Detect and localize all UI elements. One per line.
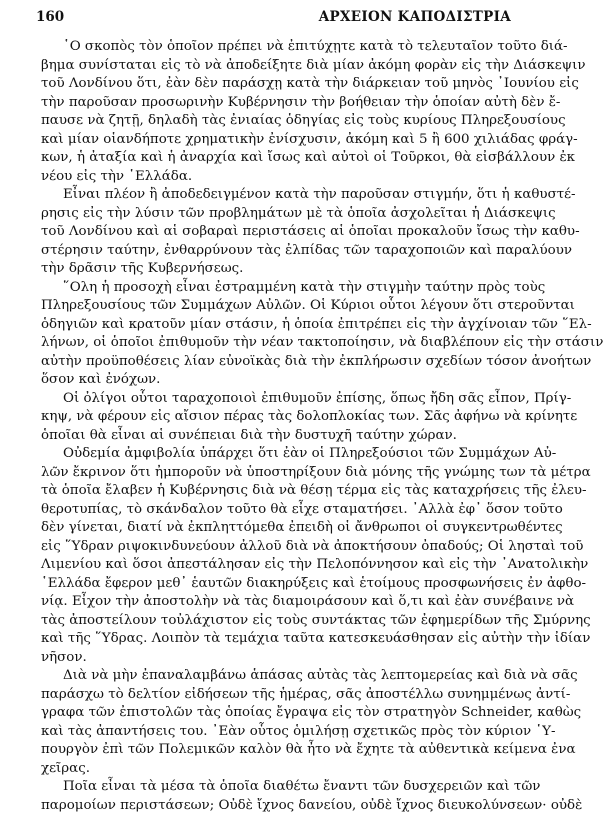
text-line: γραφα τῶν ἐπιστολῶν τὰς ὁποίας ἔγραψα εἰς τὸν στρατηγὸν Schneider, καθὼς <box>41 704 518 723</box>
text-line: Οἱ ὀλίγοι οὗτοι ταραχοποιοὶ ἐπιθυμοῦν ἐπίσης, ὅπως ἤδη σᾶς εἶπον, Πρίγ- <box>41 390 518 409</box>
text-line: τοῦ Λονδίνου καὶ αἱ σοβαραὶ περιστάσεις αἱ ὁποῖαι προκαλοῦν ἴσως τὴν καθυ- <box>41 223 518 242</box>
text-line: παυσε νὰ ζητῇ, δηλαδὴ τὰς ἐνιαίας ὁδηγίας εἰς τοὺς κυρίους Πληρεξουσίους <box>41 112 518 131</box>
text-line: παρομοίων περιστάσεων; Οὐδὲ ἴχνος δανείου, οὐδὲ ἴχνος διευκολύνσεων· οὐδὲ <box>41 797 518 815</box>
paragraph <box>41 390 518 446</box>
text-line: παράσχω τὸ δελτίον εἰδήσεων τῆς ἡμέρας, σᾶς ἀποστέλλω συνημμένως ἀντί- <box>41 686 518 705</box>
text-line: Ποῖα εἶναι τὰ μέσα τὰ ὁποῖα διαθέτω ἔναντι τῶν δυσχερειῶν καὶ τῶν <box>41 778 518 797</box>
text-line: Διὰ νὰ μὴν ἐπαναλαμβάνω ἁπάσας αὐτὰς τὰς λεπτομερείας καὶ διὰ νὰ σᾶς <box>41 667 518 686</box>
text-line: χεῖρας. <box>41 760 518 779</box>
text-line: καὶ τὰς ἀπαντήσεις του. ᾿Εὰν οὗτος ὁμιλήσῃ σχετικῶς πρὸς τὸν κύριον ῾Υ- <box>41 723 518 742</box>
text-line: Λιμενίου καὶ ὅσοι ἀπεστάλησαν εἰς τὴν Πελοπόννησον καὶ εἰς τὴν ᾿Ανατολικὴν <box>41 556 518 575</box>
text-line: λῶν ἔκρινον ὅτι ἠμποροῦν νὰ ὑποστηρίξουν διὰ μόνης τῆς γνώμης των τὰ μέτρα <box>41 464 518 483</box>
page-header <box>36 9 511 29</box>
text-line: τὰ ὁποῖα ἔλαβεν ἡ Κυβέρνησις διὰ νὰ θέσῃ τέρμα εἰς τὰς καταχρήσεις τῆς ἐλευ- <box>41 482 518 501</box>
text-line: θεροτυπίας, τὸ σκάνδαλον τοῦτο θὰ εἶχε σταματήσει. ᾿Αλλὰ ἐφ᾿ ὅσον τοῦτο <box>41 501 518 520</box>
text-line: ῾Ελλάδα ἔφερον μεθ᾿ ἑαυτῶν διακηρύξεις καὶ ἑτοίμους προσφωνήσεις ἐν ἀφθο- <box>41 575 518 594</box>
text-line: βημα συνίσταται εἰς τὸ νὰ ἀποδείξητε διὰ μίαν ἀκόμη φορὰν εἰς τὴν Διάσκεψιν <box>41 57 518 76</box>
paragraph <box>41 445 518 667</box>
paragraph <box>41 38 518 186</box>
text-line: ρησις εἰς τὴν λύσιν τῶν προβλημάτων μὲ τὰ ὁποῖα ἀσχολεῖται ἡ Διάσκεψις <box>41 205 518 224</box>
paragraph <box>41 667 518 778</box>
text-line: πουργὸν ἐπὶ τῶν Πολεμικῶν καλὸν θὰ ἦτο νὰ ἔχητε τὰ αὐθεντικὰ κείμενα ἐνα <box>41 741 518 760</box>
text-line: ὅσον καὶ ἐνόχων. <box>41 371 518 390</box>
text-line: αὐτὴν προϋποθέσεις λίαν εὐνοϊκὰς διὰ τὴν ἐκπλήρωσιν σχεδίων τόσον ἀνοήτων <box>41 353 518 372</box>
text-line: ῞Ολη ἡ προσοχὴ εἶναι ἐστραμμένη κατὰ τὴν στιγμὴν ταύτην πρὸς τοὺς <box>41 279 518 298</box>
text-line: νῆσον. <box>41 649 518 668</box>
text-line: καὶ τῆς ῞Υδρας. Λοιπὸν τὰ τεμάχια ταῦτα κατεσκευάσθησαν εἰς αὐτὴν τὴν ἰδίαν <box>41 630 518 649</box>
text-line: κηψ, νὰ φέρουν εἰς αἴσιον πέρας τὰς δολοπλοκίας των. Σᾶς ἀφήνω νὰ κρίνητε <box>41 408 518 427</box>
paragraph <box>41 279 518 390</box>
body-text <box>41 38 518 815</box>
text-line: Πληρεξουσίους τῶν Συμμάχων Αὐλῶν. Οἱ Κύριοι οὗτοι λέγουν ὅτι στεροῦνται <box>41 297 518 316</box>
running-title: ΑΡΧΕΙΟΝ ΚΑΠΟΔΙΣΤΡΙΑ <box>319 9 511 25</box>
text-line: στέρησιν ταύτην, ἐνθαρρύνουν τὰς ἐλπίδας τῶν ταραχοποιῶν καὶ παραλύουν <box>41 242 518 261</box>
text-line: λήνων, οἱ ὁποῖοι ἐπιθυμοῦν τὴν νέαν τακτοποίησιν, νὰ διαβλέπουν εἰς τὴν στάσιν <box>41 334 518 353</box>
text-line: ὁποῖαι θὰ εἶναι αἱ συνέπειαι διὰ τὴν δυστυχῆ ταύτην χώραν. <box>41 427 518 446</box>
paragraph <box>41 778 518 815</box>
text-line: εἰς ῞Υδραν ριψοκινδυνεύουν ἀλλοῦ διὰ νὰ ἀποκτήσουν ὀπαδούς; Οἱ λησταὶ τοῦ <box>41 538 518 557</box>
text-line: δὲν γίνεται, διατί νὰ ἐκπληττόμεθα ἐπειδὴ οἱ ἄνθρωποι οἱ συγκεντρωθέντες <box>41 519 518 538</box>
paragraph <box>41 186 518 279</box>
text-line: νίᾳ. Εἶχον τὴν ἀποστολὴν νὰ τὰς διαμοιράσουν καὶ ὅ,τι καὶ ἐὰν συνέβαινε νὰ <box>41 593 518 612</box>
text-line: ῾Ο σκοπὸς τὸν ὁποῖον πρέπει νὰ ἐπιτύχῃτε κατὰ τὸ τελευταῖον τοῦτο διά- <box>41 38 518 57</box>
text-line: Οὐδεμία ἀμφιβολία ὑπάρχει ὅτι ἐὰν οἱ Πληρεξούσιοι τῶν Συμμάχων Αὐ- <box>41 445 518 464</box>
text-line: τὰς ἀποστείλουν τοὐλάχιστον εἰς τοὺς συντάκτας τῶν ἐφημερίδων τῆς Σμύρνης <box>41 612 518 631</box>
text-line: καὶ μίαν οἱανδήποτε χρηματικὴν ἐνίσχυσιν, ἀκόμη καὶ 5 ἢ 600 χιλιάδας φράγ- <box>41 131 518 150</box>
text-line: τὴν δρᾶσιν τῆς Κυβερνήσεως. <box>41 260 518 279</box>
text-line: ὁδηγιῶν καὶ κρατοῦν μίαν στάσιν, ἡ ὁποία ἐπιτρέπει εἰς τὴν ἀγχίνοιαν τῶν ῞Ελ- <box>41 316 518 335</box>
text-line: νέου εἰς τὴν ῾Ελλάδα. <box>41 168 518 187</box>
text-line: Εἶναι πλέον ἢ ἀποδεδειγμένον κατὰ τὴν παροῦσαν στιγμήν, ὅτι ἡ καθυστέ- <box>41 186 518 205</box>
text-line: κων, ἡ ἀταξία καὶ ἡ ἀναρχία καὶ ἴσως καὶ αὐτοὶ οἱ Τοῦρκοι, θὰ εἰσβάλλουν ἐκ <box>41 149 518 168</box>
text-line: τοῦ Λονδίνου ὅτι, ἐὰν δὲν παράσχῃ κατὰ τὴν διάρκειαν τοῦ μηνὸς ᾿Ιουνίου εἰς <box>41 75 518 94</box>
page-number: 160 <box>36 9 64 25</box>
text-line: τὴν παροῦσαν προσωρινὴν Κυβέρνησιν τὴν βοήθειαν τὴν ὁποίαν αὐτὴ δὲν ἔ- <box>41 94 518 113</box>
